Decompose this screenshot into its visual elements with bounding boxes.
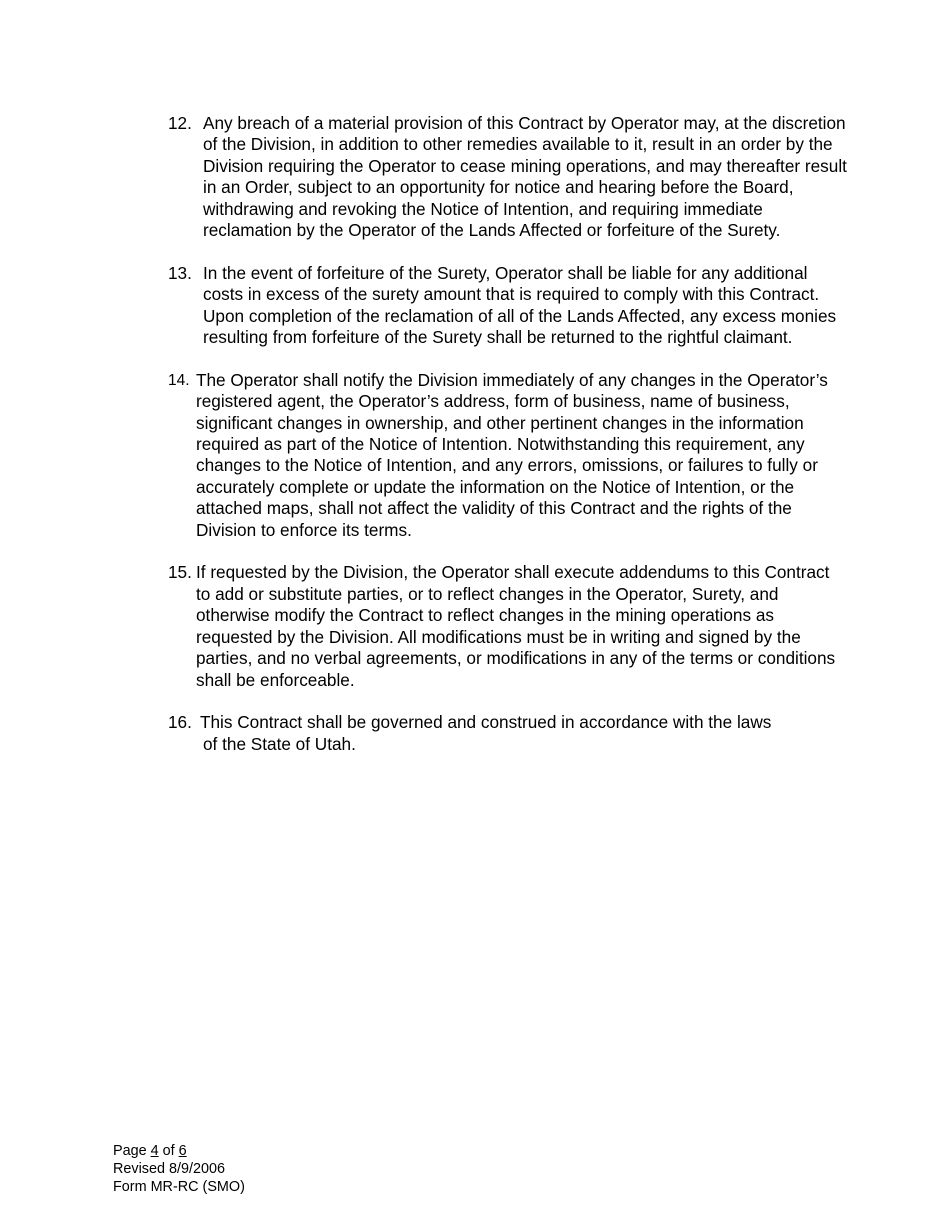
page-current: 4	[150, 1143, 159, 1159]
revised-date: Revised 8/9/2006	[113, 1161, 226, 1177]
clause-number: 14.	[168, 371, 190, 389]
page-total: 6	[178, 1143, 187, 1159]
clause-14	[168, 370, 848, 541]
clause-list	[168, 113, 848, 777]
clause-number: 13.	[168, 262, 192, 283]
clause-number: 16.	[168, 712, 192, 733]
clause-text: The Operator shall notify the Division immediately of any changes in the Operator’s registered agent, the Operator’s address, form of business, name of business, significant changes in ownership, and other pertinent changes in the information required as part of the Notice of Intention. Notwithstanding this requirement, any changes to the Notice of Intention, and any errors, omissions, or failures to fully or accurately complete or update the information on the Notice of Intention, or the attached maps, shall not affect the validity of this Contract and the rights of the Division to enforce its terms.	[196, 369, 828, 540]
clause-16	[168, 712, 848, 755]
clause-text-lead: This Contract shall be governed and construed in accordance with the laws	[200, 712, 772, 733]
form-id: Form MR-RC (SMO)	[113, 1179, 245, 1195]
clause-text: If requested by the Division, the Operator shall execute addendums to this Contract to add or substitute parties, or to reflect changes in the Operator, Surety, and otherwise modify the Contract to reflect changes in the mining operations as requested by the Division. All modifications must be in writing and signed by the parties, and no verbal agreements, or modifications in any of the terms or conditions shall be enforceable.	[196, 562, 836, 690]
clause-text: Any breach of a material provision of this Contract by Operator may, at the discretion of the Division, in addition to other remedies available to it, result in an order by the Division requiring the Operator to cease mining operations, and may thereafter result in an Order, subject to an opportunity for notice and hearing before the Board, withdrawing and revoking the Notice of Intention, and requiring immediate reclamation by the Operator of the Lands Affected or forfeiture of the Surety.	[203, 113, 847, 241]
clause-text-rest: of the State of Utah.	[203, 733, 356, 754]
page-label: Page	[113, 1143, 147, 1159]
clause-number: 15.	[168, 562, 192, 583]
clause-15	[168, 562, 848, 690]
page-footer	[113, 1142, 245, 1196]
clause-text: In the event of forfeiture of the Surety, Operator shall be liable for any additional costs in excess of the surety amount that is required to comply with this Contract. Upon completion of the reclamation of all of the Lands Affected, any excess monies resulting from forfeiture of the Surety shall be returned to the rightful claimant.	[203, 262, 837, 348]
clause-13	[168, 263, 848, 349]
page-of: of	[162, 1143, 175, 1159]
clause-12	[168, 113, 848, 241]
page-number-line	[113, 1142, 245, 1160]
clause-text	[168, 712, 848, 755]
clause-number: 12.	[168, 113, 192, 133]
